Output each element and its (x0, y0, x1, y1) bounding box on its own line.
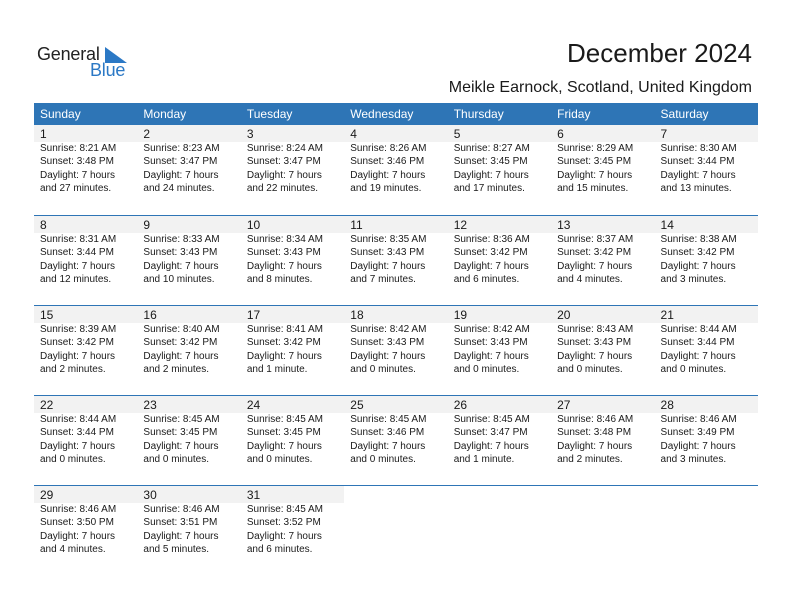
day-sun-info (143, 323, 219, 377)
sunset-text: Sunset: 3:44 PM (660, 337, 735, 349)
day-number: 14 (660, 218, 674, 232)
sunset-text: Sunset: 3:44 PM (660, 156, 735, 168)
daylight-minutes-text: and 0 minutes. (557, 364, 623, 376)
sunrise-text: Sunrise: 8:40 AM (143, 324, 220, 335)
day-number-band (241, 216, 344, 233)
day-cell (344, 306, 447, 395)
day-sun-info (661, 142, 737, 196)
day-sun-info (454, 142, 530, 196)
day-number-band (655, 125, 758, 142)
sunrise-text: Sunrise: 8:46 AM (143, 504, 220, 515)
day-number-band (137, 396, 240, 413)
daylight-minutes-text: and 5 minutes. (143, 544, 210, 556)
day-number-band (344, 396, 447, 413)
general-blue-logo (37, 44, 137, 80)
day-sun-info (454, 233, 530, 287)
sunset-text: Sunset: 3:45 PM (143, 427, 218, 439)
day-sun-info (143, 413, 219, 467)
day-number-band (137, 306, 240, 323)
weekday-tuesday: Tuesday (246, 107, 293, 121)
day-cell (241, 125, 344, 215)
daylight-minutes-text: and 17 minutes. (453, 183, 525, 195)
day-sun-info (247, 233, 323, 287)
sunset-text: Sunset: 3:42 PM (557, 247, 632, 259)
day-cell (34, 216, 137, 305)
day-sun-info (40, 413, 116, 467)
daylight-text: Daylight: 7 hours (350, 440, 426, 452)
day-cell (551, 306, 654, 395)
weekday-friday: Friday (557, 107, 591, 121)
day-sun-info (143, 503, 219, 557)
calendar-week-row (34, 125, 758, 215)
day-sun-info (350, 233, 426, 287)
empty-day-cell (655, 486, 758, 575)
daylight-text: Daylight: 7 hours (453, 350, 529, 362)
logo-text-blue: Blue (90, 60, 126, 80)
sunrise-text: Sunrise: 8:45 AM (246, 504, 323, 515)
daylight-text: Daylight: 7 hours (40, 260, 116, 272)
daylight-minutes-text: and 19 minutes. (350, 183, 422, 195)
day-sun-info (40, 503, 116, 557)
day-cell (655, 216, 758, 305)
day-number: 31 (246, 488, 261, 502)
day-number: 28 (660, 398, 674, 412)
sunset-text: Sunset: 3:48 PM (557, 427, 632, 439)
day-number-band (137, 125, 240, 142)
daylight-minutes-text: and 1 minute. (246, 364, 308, 376)
sunrise-text: Sunrise: 8:30 AM (660, 143, 737, 154)
day-sun-info (557, 413, 633, 467)
day-cell (34, 486, 137, 575)
day-number: 11 (350, 218, 363, 232)
sunset-text: Sunset: 3:43 PM (350, 337, 425, 349)
daylight-minutes-text: and 0 minutes. (350, 454, 416, 466)
daylight-text: Daylight: 7 hours (350, 169, 426, 181)
daylight-minutes-text: and 0 minutes. (660, 364, 727, 376)
day-number: 18 (350, 308, 364, 322)
daylight-text: Daylight: 7 hours (453, 169, 529, 181)
day-cell (137, 216, 240, 305)
weekday-saturday: Saturday (660, 107, 709, 121)
daylight-text: Daylight: 7 hours (660, 350, 736, 362)
daylight-minutes-text: and 8 minutes. (246, 274, 313, 286)
day-number-band (448, 396, 551, 413)
sunset-text: Sunset: 3:46 PM (350, 427, 425, 439)
daylight-text: Daylight: 7 hours (143, 260, 219, 272)
sunrise-text: Sunrise: 8:23 AM (143, 143, 220, 154)
day-number: 16 (143, 308, 157, 322)
daylight-text: Daylight: 7 hours (453, 440, 529, 452)
day-number: 25 (350, 398, 364, 412)
day-number: 3 (246, 127, 254, 141)
calendar-week-row (34, 305, 758, 395)
daylight-minutes-text: and 15 minutes. (557, 183, 629, 195)
day-number: 19 (453, 308, 468, 322)
day-number-band (241, 125, 344, 142)
day-cell (655, 306, 758, 395)
day-number-band (551, 125, 654, 142)
day-number-band (241, 306, 344, 323)
daylight-text: Daylight: 7 hours (557, 260, 633, 272)
day-number: 13 (557, 218, 571, 232)
day-cell (241, 216, 344, 305)
day-number-band (137, 216, 240, 233)
day-number: 27 (557, 398, 571, 412)
sunrise-text: Sunrise: 8:45 AM (453, 414, 530, 425)
sunset-text: Sunset: 3:47 PM (246, 156, 321, 168)
day-number-band (34, 306, 137, 323)
day-cell (344, 216, 447, 305)
daylight-minutes-text: and 2 minutes. (40, 364, 106, 376)
daylight-text: Daylight: 7 hours (40, 440, 116, 452)
sunrise-text: Sunrise: 8:46 AM (557, 414, 634, 425)
day-sun-info (143, 142, 219, 196)
daylight-text: Daylight: 7 hours (143, 530, 219, 542)
day-number: 22 (40, 398, 54, 412)
sunrise-text: Sunrise: 8:46 AM (40, 504, 117, 515)
daylight-text: Daylight: 7 hours (557, 440, 633, 452)
day-number: 21 (660, 308, 674, 322)
daylight-minutes-text: and 2 minutes. (557, 454, 623, 466)
sunrise-text: Sunrise: 8:44 AM (40, 414, 117, 425)
daylight-text: Daylight: 7 hours (660, 260, 736, 272)
daylight-text: Daylight: 7 hours (453, 260, 529, 272)
daylight-minutes-text: and 27 minutes. (40, 183, 112, 195)
weekday-wednesday: Wednesday (350, 107, 414, 121)
daylight-minutes-text: and 7 minutes. (350, 274, 416, 286)
sunrise-text: Sunrise: 8:43 AM (557, 324, 634, 335)
day-cell (137, 125, 240, 215)
location-subtitle: Meikle Earnock, Scotland, United Kingdom (448, 79, 752, 96)
day-number-band (34, 125, 137, 142)
day-cell (241, 486, 344, 575)
sunrise-text: Sunrise: 8:26 AM (350, 143, 427, 154)
sunrise-text: Sunrise: 8:41 AM (246, 324, 323, 335)
day-sun-info (247, 323, 323, 377)
day-number: 10 (246, 218, 261, 232)
day-sun-info (454, 323, 530, 377)
sunrise-text: Sunrise: 8:37 AM (557, 234, 634, 245)
day-number: 4 (350, 127, 357, 141)
day-number: 6 (557, 127, 564, 141)
sunset-text: Sunset: 3:45 PM (246, 427, 321, 439)
sunrise-text: Sunrise: 8:33 AM (143, 234, 220, 245)
day-number: 5 (453, 127, 461, 141)
daylight-minutes-text: and 1 minute. (453, 454, 515, 466)
empty-day-cell (344, 486, 447, 575)
daylight-text: Daylight: 7 hours (40, 350, 116, 362)
daylight-minutes-text: and 0 minutes. (143, 454, 210, 466)
sunrise-text: Sunrise: 8:46 AM (660, 414, 737, 425)
sunset-text: Sunset: 3:42 PM (143, 337, 218, 349)
sunrise-text: Sunrise: 8:39 AM (40, 324, 117, 335)
day-cell (344, 125, 447, 215)
daylight-text: Daylight: 7 hours (143, 440, 219, 452)
daylight-minutes-text: and 12 minutes. (40, 274, 112, 286)
day-sun-info (350, 413, 426, 467)
sunrise-text: Sunrise: 8:29 AM (557, 143, 634, 154)
daylight-minutes-text: and 0 minutes. (453, 364, 520, 376)
day-number: 15 (40, 308, 54, 322)
calendar-weeks (34, 125, 758, 575)
day-sun-info (557, 233, 633, 287)
day-cell (655, 125, 758, 215)
sunset-text: Sunset: 3:42 PM (660, 247, 735, 259)
day-number: 24 (246, 398, 261, 412)
sunset-text: Sunset: 3:44 PM (40, 427, 114, 439)
day-number: 30 (143, 488, 157, 502)
sunrise-text: Sunrise: 8:44 AM (660, 324, 737, 335)
sunrise-text: Sunrise: 8:45 AM (350, 414, 427, 425)
sunset-text: Sunset: 3:42 PM (40, 337, 114, 349)
day-number: 26 (453, 398, 468, 412)
day-number-band (344, 216, 447, 233)
sunrise-text: Sunrise: 8:36 AM (453, 234, 530, 245)
weekday-header-row (34, 103, 758, 125)
day-cell (241, 306, 344, 395)
daylight-minutes-text: and 6 minutes. (453, 274, 520, 286)
day-number-band (34, 486, 137, 503)
calendar-week-row (34, 215, 758, 305)
day-cell (34, 396, 137, 485)
daylight-minutes-text: and 13 minutes. (660, 183, 732, 195)
daylight-text: Daylight: 7 hours (557, 350, 633, 362)
day-number: 2 (143, 127, 151, 141)
daylight-minutes-text: and 6 minutes. (246, 544, 313, 556)
daylight-minutes-text: and 4 minutes. (40, 544, 106, 556)
sunset-text: Sunset: 3:49 PM (660, 427, 735, 439)
calendar-grid (34, 103, 758, 575)
sunset-text: Sunset: 3:44 PM (40, 247, 114, 259)
day-cell (551, 216, 654, 305)
day-number-band (551, 396, 654, 413)
sunrise-text: Sunrise: 8:24 AM (246, 143, 323, 154)
day-cell (344, 396, 447, 485)
day-cell (551, 125, 654, 215)
day-sun-info (661, 323, 737, 377)
empty-day-cell (448, 486, 551, 575)
sunset-text: Sunset: 3:43 PM (143, 247, 218, 259)
daylight-text: Daylight: 7 hours (246, 169, 322, 181)
sunrise-text: Sunrise: 8:21 AM (40, 143, 117, 154)
day-number-band (655, 216, 758, 233)
sunset-text: Sunset: 3:47 PM (453, 427, 528, 439)
weekday-thursday: Thursday (453, 107, 504, 121)
day-cell (241, 396, 344, 485)
day-cell (448, 396, 551, 485)
daylight-text: Daylight: 7 hours (246, 350, 322, 362)
day-number-band (448, 306, 551, 323)
day-sun-info (350, 323, 426, 377)
day-cell (137, 486, 240, 575)
day-sun-info (661, 413, 737, 467)
daylight-minutes-text: and 10 minutes. (143, 274, 215, 286)
day-number-band (448, 216, 551, 233)
daylight-text: Daylight: 7 hours (660, 169, 736, 181)
day-number-band (448, 125, 551, 142)
sunrise-text: Sunrise: 8:31 AM (40, 234, 117, 245)
daylight-text: Daylight: 7 hours (246, 260, 322, 272)
day-number-band (344, 306, 447, 323)
daylight-text: Daylight: 7 hours (557, 169, 633, 181)
day-number-band (655, 306, 758, 323)
sunset-text: Sunset: 3:45 PM (557, 156, 632, 168)
day-number-band (241, 396, 344, 413)
sunset-text: Sunset: 3:43 PM (246, 247, 321, 259)
day-sun-info (557, 323, 633, 377)
day-sun-info (247, 142, 323, 196)
sunset-text: Sunset: 3:45 PM (453, 156, 528, 168)
sunrise-text: Sunrise: 8:35 AM (350, 234, 427, 245)
daylight-minutes-text: and 24 minutes. (143, 183, 215, 195)
day-number: 9 (143, 218, 151, 232)
daylight-text: Daylight: 7 hours (40, 530, 116, 542)
daylight-text: Daylight: 7 hours (246, 530, 322, 542)
day-number: 20 (557, 308, 571, 322)
calendar-week-row (34, 485, 758, 575)
daylight-text: Daylight: 7 hours (40, 169, 116, 181)
calendar-week-row (34, 395, 758, 485)
sunrise-text: Sunrise: 8:38 AM (660, 234, 737, 245)
weekday-sunday: Sunday (40, 107, 81, 121)
day-number-band (551, 306, 654, 323)
daylight-minutes-text: and 3 minutes. (660, 454, 727, 466)
daylight-minutes-text: and 3 minutes. (660, 274, 727, 286)
sunset-text: Sunset: 3:43 PM (453, 337, 528, 349)
sunrise-text: Sunrise: 8:45 AM (143, 414, 220, 425)
daylight-minutes-text: and 0 minutes. (350, 364, 416, 376)
sunset-text: Sunset: 3:51 PM (143, 517, 218, 529)
daylight-text: Daylight: 7 hours (350, 260, 426, 272)
day-sun-info (247, 413, 323, 467)
day-sun-info (40, 323, 116, 377)
day-number: 8 (40, 218, 47, 232)
day-cell (655, 396, 758, 485)
day-number-band (241, 486, 344, 503)
day-cell (34, 125, 137, 215)
day-number-band (34, 216, 137, 233)
day-number-band (344, 125, 447, 142)
day-cell (551, 396, 654, 485)
sunset-text: Sunset: 3:48 PM (40, 156, 114, 168)
day-cell (137, 306, 240, 395)
daylight-text: Daylight: 7 hours (143, 169, 219, 181)
day-number: 7 (660, 127, 668, 141)
sunset-text: Sunset: 3:47 PM (143, 156, 218, 168)
daylight-minutes-text: and 0 minutes. (40, 454, 106, 466)
sunrise-text: Sunrise: 8:45 AM (246, 414, 323, 425)
sunset-text: Sunset: 3:50 PM (40, 517, 114, 529)
daylight-text: Daylight: 7 hours (350, 350, 426, 362)
daylight-text: Daylight: 7 hours (246, 440, 322, 452)
sunset-text: Sunset: 3:43 PM (557, 337, 632, 349)
empty-day-cell (551, 486, 654, 575)
sunrise-text: Sunrise: 8:27 AM (453, 143, 530, 154)
daylight-text: Daylight: 7 hours (143, 350, 219, 362)
page-title: December 2024 (567, 38, 752, 68)
day-number: 17 (246, 308, 261, 322)
day-sun-info (247, 503, 323, 557)
daylight-minutes-text: and 4 minutes. (557, 274, 623, 286)
day-sun-info (454, 413, 530, 467)
sunset-text: Sunset: 3:42 PM (246, 337, 321, 349)
sunset-text: Sunset: 3:52 PM (246, 517, 321, 529)
day-sun-info (661, 233, 737, 287)
daylight-minutes-text: and 0 minutes. (246, 454, 313, 466)
day-cell (448, 306, 551, 395)
sunrise-text: Sunrise: 8:34 AM (246, 234, 323, 245)
sunset-text: Sunset: 3:42 PM (453, 247, 528, 259)
day-sun-info (350, 142, 426, 196)
sunrise-text: Sunrise: 8:42 AM (453, 324, 530, 335)
daylight-minutes-text: and 2 minutes. (143, 364, 210, 376)
day-cell (448, 125, 551, 215)
sunset-text: Sunset: 3:43 PM (350, 247, 425, 259)
day-sun-info (40, 233, 116, 287)
daylight-text: Daylight: 7 hours (660, 440, 736, 452)
day-cell (137, 396, 240, 485)
sunset-text: Sunset: 3:46 PM (350, 156, 425, 168)
sunrise-text: Sunrise: 8:42 AM (350, 324, 427, 335)
day-cell (34, 306, 137, 395)
day-number-band (655, 396, 758, 413)
day-sun-info (143, 233, 219, 287)
weekday-monday: Monday (143, 107, 187, 121)
day-sun-info (557, 142, 633, 196)
day-number-band (137, 486, 240, 503)
logo-text-general: General (37, 44, 100, 64)
day-number: 29 (40, 488, 54, 502)
day-sun-info (40, 142, 116, 196)
day-number: 1 (40, 127, 47, 141)
daylight-minutes-text: and 22 minutes. (246, 183, 319, 195)
day-number: 12 (453, 218, 468, 232)
day-number: 23 (143, 398, 157, 412)
day-number-band (551, 216, 654, 233)
day-cell (448, 216, 551, 305)
day-number-band (34, 396, 137, 413)
